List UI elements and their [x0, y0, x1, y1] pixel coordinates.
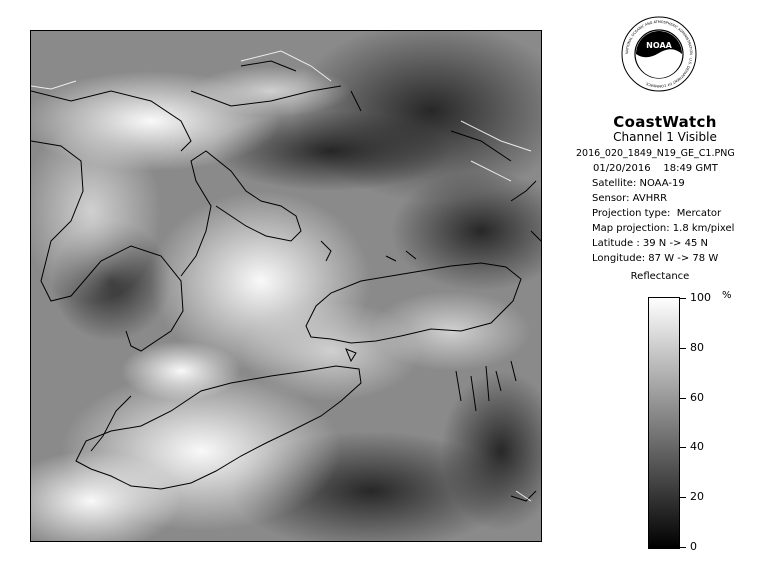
reflectance-colorbar: [648, 297, 680, 549]
longitude-range: Longitude: 87 W -> 78 W: [592, 253, 719, 264]
colorbar-tick-label: 40: [690, 440, 704, 454]
app-title: CoastWatch: [613, 113, 717, 131]
satellite-image: [31, 31, 542, 542]
filename: 2016_020_1849_N19_GE_C1.PNG: [576, 148, 735, 159]
noaa-logo: [620, 15, 698, 115]
noaa-logo-text: NOAA: [646, 41, 672, 50]
channel-label: Channel 1 Visible: [613, 130, 717, 144]
projection-type: Projection type: Mercator: [592, 208, 722, 219]
map-projection: Map projection: 1.8 km/pixel: [592, 223, 735, 234]
sensor-info: Sensor: AVHRR: [592, 193, 668, 204]
colorbar-tick: [680, 398, 686, 399]
colorbar-tick-label: 0: [690, 540, 697, 553]
colorbar-tick: [680, 348, 686, 349]
noaa-ring-text: NATIONAL OCEANIC AND ATMOSPHERIC ADMINISTRATION · U.S. DEPARTMENT OF COMMERCE: [624, 19, 694, 89]
legend-title: Reflectance: [630, 271, 690, 282]
legend-unit: %: [722, 290, 732, 301]
colorbar-tick-label: 60: [690, 390, 704, 404]
satellite-map[interactable]: [30, 30, 542, 542]
colorbar-tick-label: 20: [690, 490, 704, 504]
colorbar-tick: [680, 497, 686, 498]
colorbar-tick: [680, 447, 686, 448]
satellite-info: Satellite: NOAA-19: [592, 178, 685, 189]
colorbar-tick: [680, 547, 686, 548]
colorbar-tick-label: 100: [690, 291, 711, 304]
colorbar-tick-label: 80: [690, 340, 704, 354]
latitude-range: Latitude : 39 N -> 45 N: [592, 238, 708, 249]
datetime: 01/20/2016 18:49 GMT: [593, 163, 718, 174]
colorbar-tick: [680, 298, 686, 299]
